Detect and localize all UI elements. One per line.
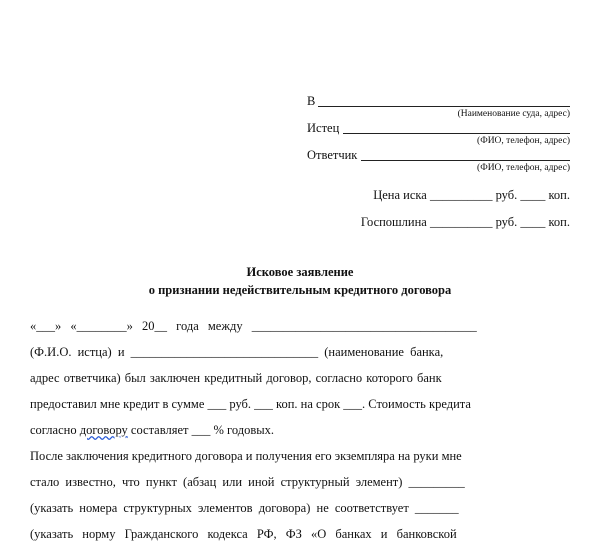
body-line-9: (указать норму Гражданского кодекса РФ, ФЗ «О банках и банковской: [30, 527, 457, 541]
body-line-5-pre: согласно: [30, 423, 80, 437]
plaintiff-line: [343, 133, 570, 134]
body-line-5-post: составляет ___ % годовых.: [127, 423, 274, 437]
court-label: В: [307, 94, 316, 108]
body-line-7: стало известно, что пункт (абзац или иной структурный элемент) _________: [30, 475, 465, 489]
claim-price: Цена иска __________ руб. ____ коп.: [373, 188, 570, 202]
document-subtitle: о признании недействительным кредитного договора: [148, 283, 452, 297]
defendant-line: [361, 160, 570, 161]
plaintiff-label: Истец: [307, 121, 340, 135]
body-line-5: [30, 418, 570, 443]
body-line-1: «___» «________» 20__ года между ____________________________________: [30, 319, 477, 333]
court-hint: (Наименование суда, адрес): [457, 109, 570, 119]
document-title: Исковое заявление: [246, 265, 354, 279]
court-line: [318, 106, 570, 107]
body-line-4: предоставил мне кредит в сумме ___ руб. ___ коп. на срок ___. Стоимость кредита: [30, 397, 471, 411]
body-line-2: (Ф.И.О. истца) и ______________________________ (наименование банка,: [30, 345, 444, 359]
plaintiff-hint: (ФИО, телефон, адрес): [477, 136, 570, 146]
contract-word-spellcheck: договору: [79, 423, 128, 437]
defendant-hint: (ФИО, телефон, адрес): [477, 163, 570, 173]
body-line-3: адрес ответчика) был заключен кредитный договор, согласно которого банк: [30, 371, 442, 385]
defendant-label: Ответчик: [307, 148, 358, 162]
body-line-6: После заключения кредитного договора и получения его экземпляра на руки мне: [30, 449, 462, 463]
body-line-8: (указать номера структурных элементов договора) не соответствует _______: [30, 501, 459, 515]
state-fee: Госпошлина __________ руб. ____ коп.: [360, 215, 570, 229]
document-body: [30, 314, 570, 540]
